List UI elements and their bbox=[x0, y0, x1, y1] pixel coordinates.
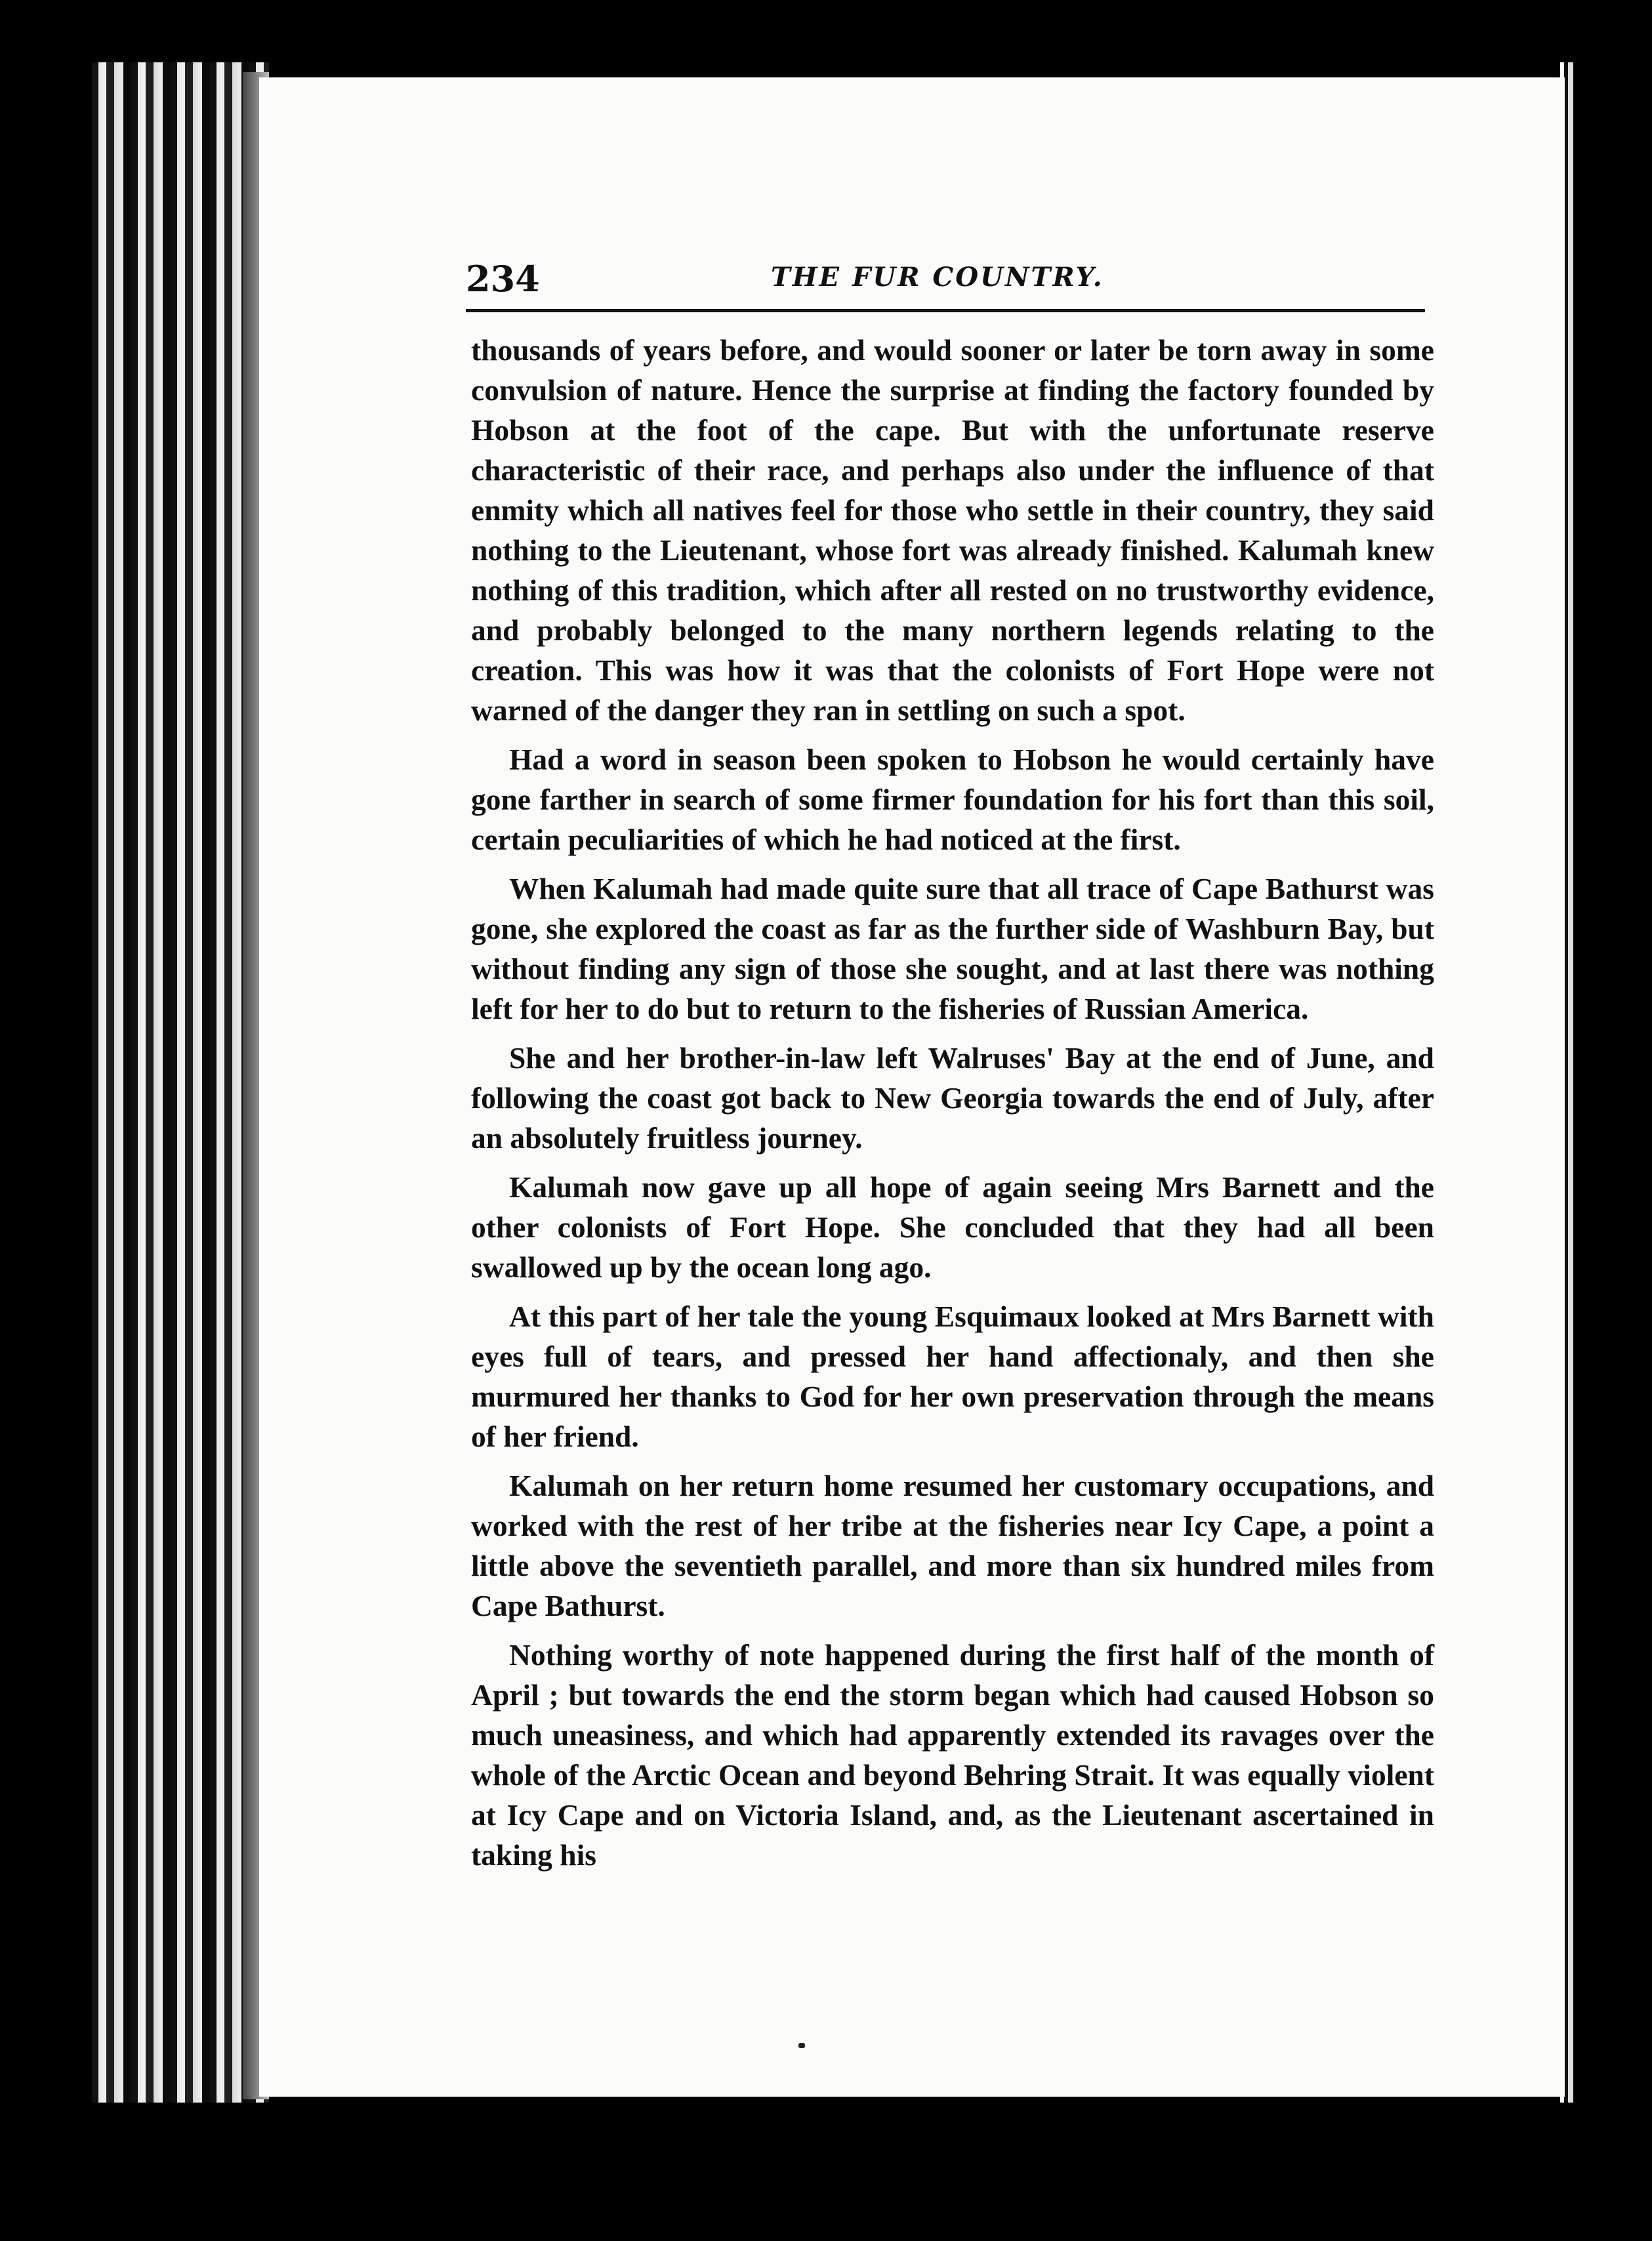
paragraph: Kalumah now gave up all hope of again seeing Mrs Barnett and the other colonists of Fort Hope. She concluded that they had all been swallowed up by the ocean long ago. bbox=[471, 1170, 1434, 1284]
paragraph: She and her brother-in-law left Walruses' Bay at the end of June, and following the coast got back to New Georgia towards the end of July, after an absolutely fruitless journey. bbox=[471, 1041, 1434, 1155]
book-page bbox=[259, 77, 1565, 2097]
paragraph: At this part of her tale the young Esquimaux looked at Mrs Barnett with eyes full of tears, and pressed her hand affectionaly, and then she murmured her thanks to God for her own preservation through the means of her friend. bbox=[471, 1300, 1434, 1453]
paragraph: Had a word in season been spoken to Hobson he would certainly have gone farther in search of some firmer foundation for his fort than this soil, certain peculiarities of which he had noticed at the first. bbox=[471, 743, 1434, 856]
page-header bbox=[466, 258, 1417, 317]
paragraph: Kalumah on her return home resumed her customary occupations, and worked with the rest of her tribe at the fisheries near Icy Cape, a point a little above the seventieth parallel, and more than six hundred miles from Cape Bathurst. bbox=[471, 1469, 1434, 1622]
paragraph: When Kalumah had made quite sure that all trace of Cape Bathurst was gone, she explored the coast as far as the further side of Washburn Bay, but without finding any sign of those she sought, and at last there was nothing left for her to do but to return to the fisheries of Russian America. bbox=[471, 872, 1434, 1025]
ink-speck bbox=[798, 2043, 805, 2048]
paragraph: Nothing worthy of note happened during the first half of the month of April ; but towards the end the storm began which had caused Hobson so much uneasiness, and which had apparently extended its ravages over the whole of the Arctic Ocean and beyond Behring Strait. It was equally violent at Icy Cape and on Victoria Island, and, as the Lieutenant ascertained in taking his bbox=[471, 1638, 1434, 1872]
page-number: 234 bbox=[466, 258, 540, 300]
header-rule bbox=[466, 309, 1425, 312]
running-title: THE FUR COUNTRY. bbox=[771, 262, 1104, 293]
paragraph: thousands of years before, and would sooner or later be torn away in some convulsion of nature. Hence the surprise at finding the factory founded by Hobson at the foot of the cape. But with the unfortunate reserve characteristic of their race, and perhaps also under the influence of that enmity which all natives feel for those who settle in their country, they said nothing to the Lieutenant, whose fort was already finished. Kalumah knew nothing of this tradition, which after all rested on no trustworthy evidence, and probably belonged to the many northern legends relating to the creation. This was how it was that the colonists of Fort Hope were not warned of the danger they ran in settling on such a spot. bbox=[471, 333, 1434, 727]
body-text bbox=[471, 330, 1434, 1884]
